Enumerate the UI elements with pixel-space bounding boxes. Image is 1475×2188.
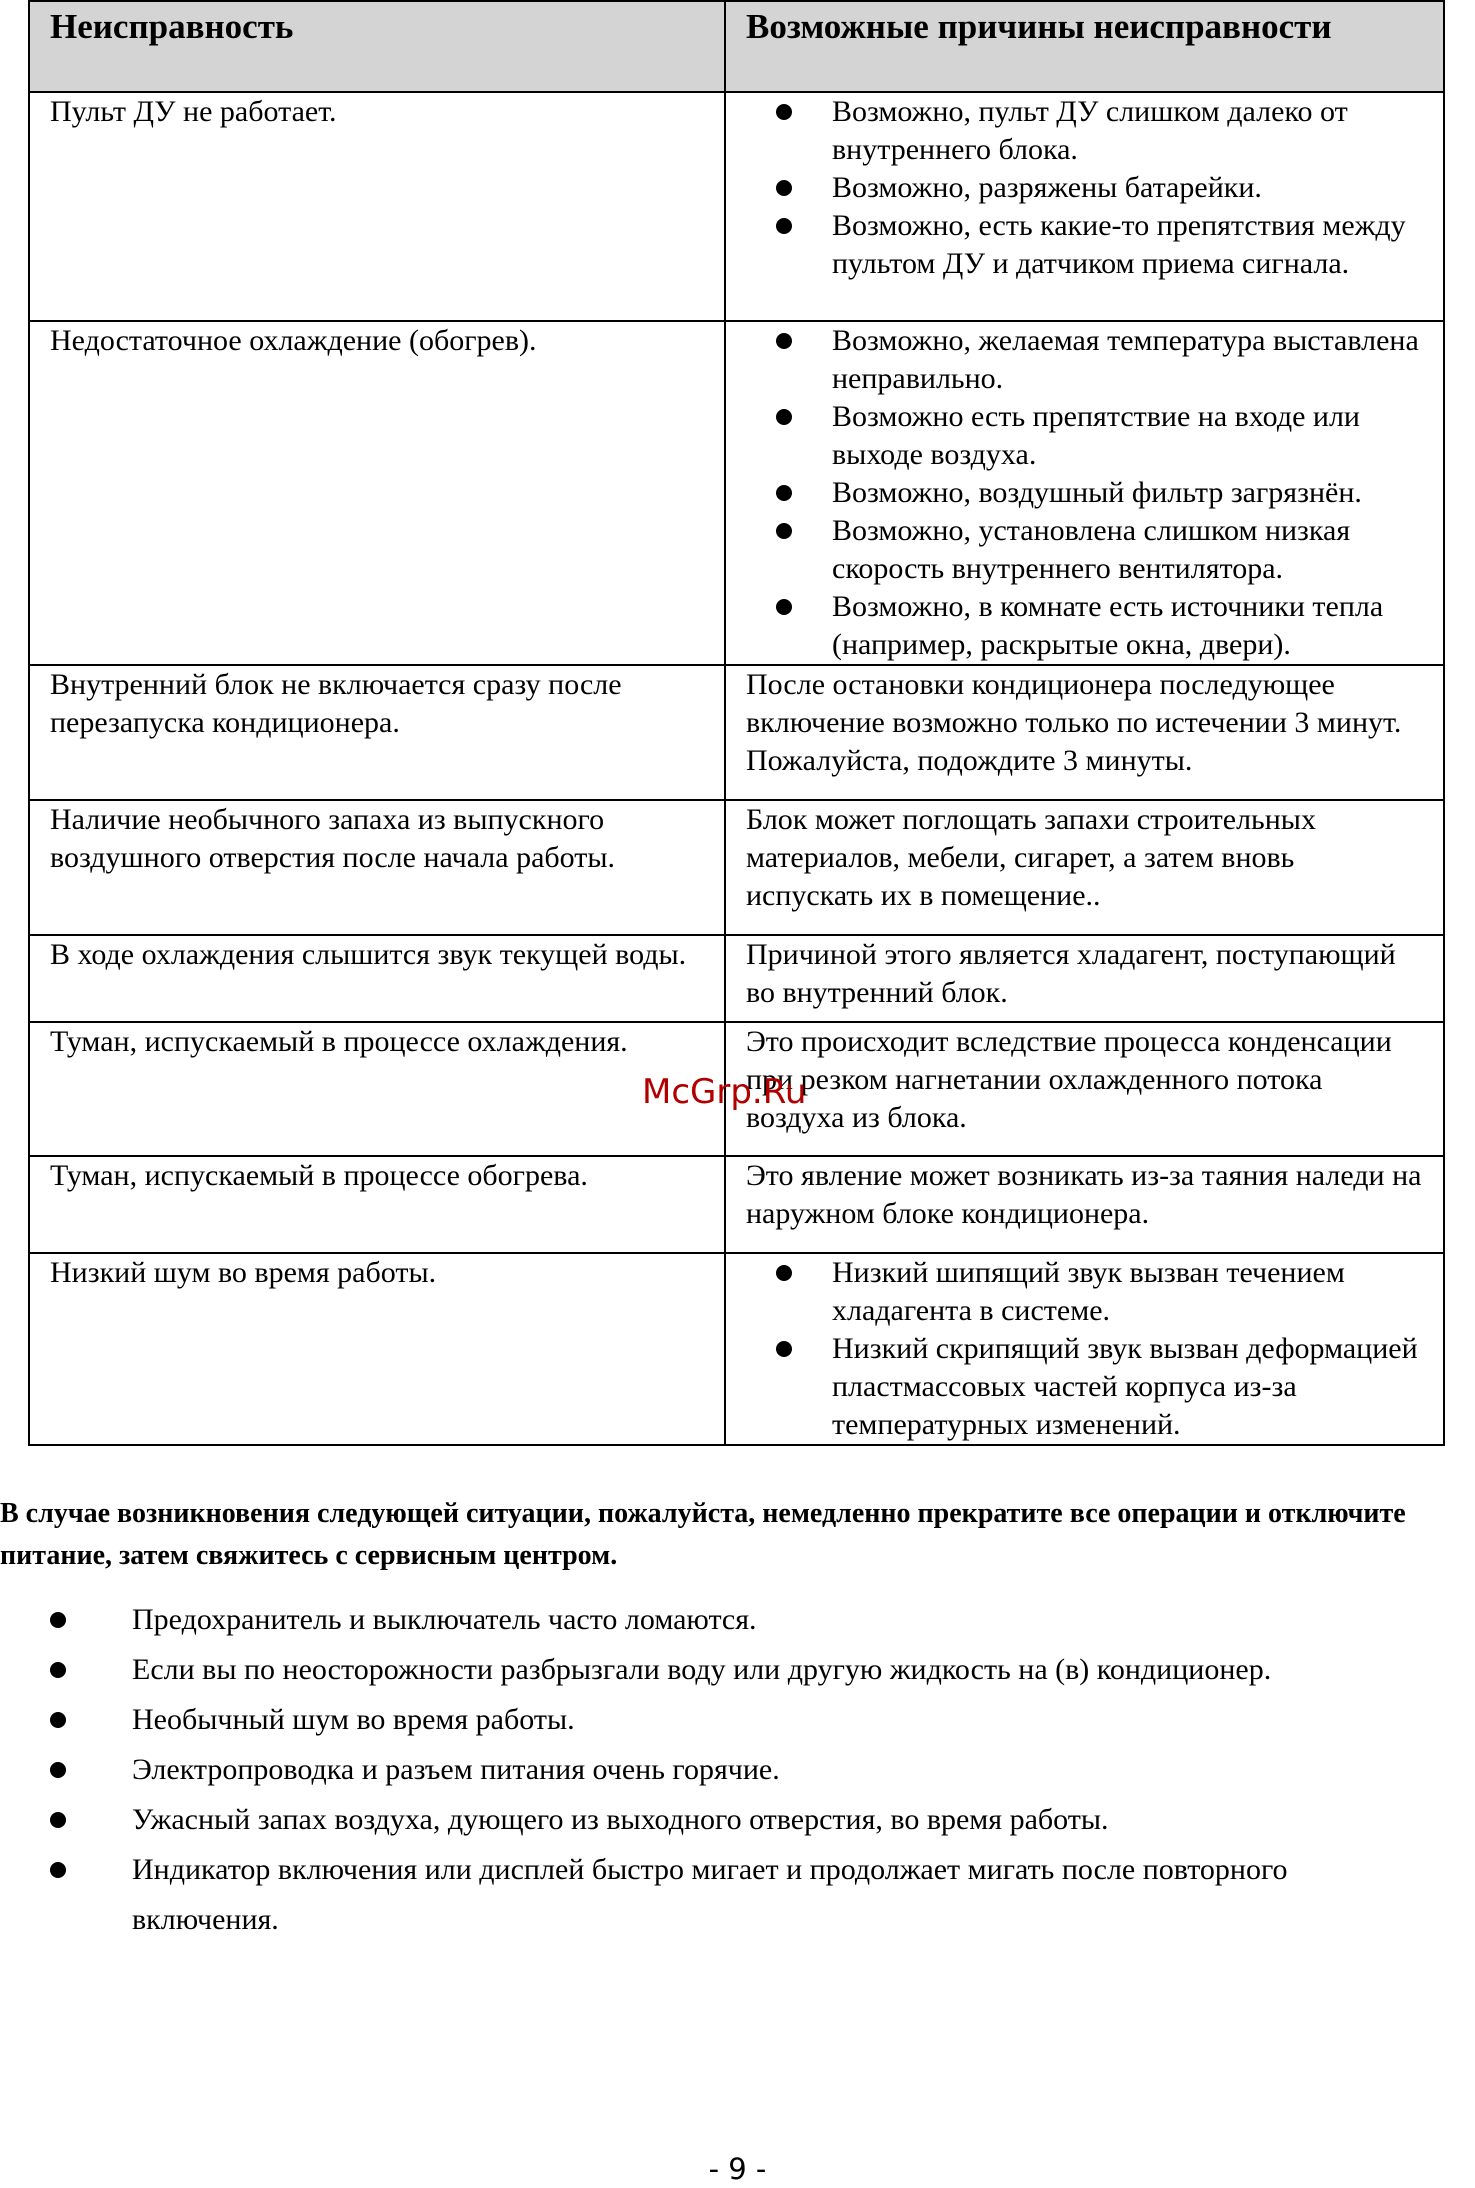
- fault-cell: Пульт ДУ не работает.: [29, 92, 725, 321]
- table-row: [29, 1156, 1444, 1253]
- causes-list: [746, 322, 1423, 664]
- table-row: [29, 321, 1444, 665]
- cause-cell: Это явление может возникать из-за таяния наледи на наружном блоке кондиционера.: [725, 1156, 1444, 1253]
- causes-list: [746, 1254, 1423, 1444]
- cause-item: Возможно, разряжены батарейки.: [746, 169, 1423, 207]
- cause-item: Возможно, пульт ДУ слишком далеко от внутреннего блока.: [746, 93, 1423, 169]
- warning-item: Необычный шум во время работы.: [0, 1695, 1440, 1745]
- fault-cell: Внутренний блок не включается сразу после перезапуска кондиционера.: [29, 665, 725, 800]
- cause-item: Низкий шипящий звук вызван течением хладагента в системе.: [746, 1254, 1423, 1330]
- table-row: [29, 935, 1444, 1022]
- fault-cell: Низкий шум во время работы.: [29, 1253, 725, 1445]
- cause-item: Возможно, есть какие-то препятствия между пультом ДУ и датчиком приема сигнала.: [746, 207, 1423, 283]
- cause-cell: Это происходит вследствие процесса конденсации при резком нагнетании охлажденного потока воздуха из блока.: [725, 1022, 1444, 1156]
- causes-cell: [725, 92, 1444, 321]
- cause-item: Низкий скрипящий звук вызван деформацией пластмассовых частей корпуса из-за температурных изменений.: [746, 1330, 1423, 1444]
- causes-cell: [725, 1253, 1444, 1445]
- header-causes: Возможные причины неисправности: [725, 1, 1444, 92]
- cause-cell: После остановки кондиционера последующее включение возможно только по истечении 3 минут. Пожалуйста, подождите 3 минуты.: [725, 665, 1444, 800]
- warning-heading: В случае возникновения следующей ситуации, пожалуйста, немедленно прекратите все операции и отключите питание, затем свяжитесь с сервисным центром.: [0, 1498, 1406, 1571]
- causes-cell: [725, 321, 1444, 665]
- fault-cell: Туман, испускаемый в процессе обогрева.: [29, 1156, 725, 1253]
- fault-cell: Наличие необычного запаха из выпускного воздушного отверстия после начала работы.: [29, 800, 725, 935]
- warning-item: Электропроводка и разъем питания очень горячие.: [0, 1745, 1440, 1795]
- table-row: [29, 800, 1444, 935]
- warning-list: [0, 1595, 1440, 1945]
- cause-item: Возможно есть препятствие на входе или выходе воздуха.: [746, 398, 1423, 474]
- causes-list: [746, 93, 1423, 283]
- cause-cell: Причиной этого является хладагент, поступающий во внутренний блок.: [725, 935, 1444, 1022]
- fault-cell: Недостаточное охлаждение (обогрев).: [29, 321, 725, 665]
- header-fault: Неисправность: [29, 1, 725, 92]
- page-number: - 9 -: [708, 2152, 767, 2186]
- warning-item: Индикатор включения или дисплей быстро мигает и продолжает мигать после повторного включения.: [0, 1845, 1440, 1945]
- fault-cell: В ходе охлаждения слышится звук текущей воды.: [29, 935, 725, 1022]
- cause-item: Возможно, в комнате есть источники тепла (например, раскрытые окна, двери).: [746, 588, 1423, 664]
- cause-item: Возможно, желаемая температура выставлена неправильно.: [746, 322, 1423, 398]
- watermark: McGrp.Ru: [642, 1072, 807, 1112]
- warning-item: Предохранитель и выключатель часто ломаются.: [0, 1595, 1440, 1645]
- table-row: [29, 665, 1444, 800]
- table-row: [29, 92, 1444, 321]
- cause-item: Возможно, установлена слишком низкая скорость внутреннего вентилятора.: [746, 512, 1423, 588]
- fault-cell: Туман, испускаемый в процессе охлаждения.: [29, 1022, 725, 1156]
- warning-item: Если вы по неосторожности разбрызгали воду или другую жидкость на (в) кондиционер.: [0, 1645, 1440, 1695]
- cause-item: Возможно, воздушный фильтр загрязнён.: [746, 474, 1423, 512]
- table-row: [29, 1253, 1444, 1445]
- cause-cell: Блок может поглощать запахи строительных материалов, мебели, сигарет, а затем вновь испускать их в помещение..: [725, 800, 1444, 935]
- table-header-row: [29, 1, 1444, 92]
- warning-item: Ужасный запах воздуха, дующего из выходного отверстия, во время работы.: [0, 1795, 1440, 1845]
- troubleshooting-table: [28, 0, 1445, 1446]
